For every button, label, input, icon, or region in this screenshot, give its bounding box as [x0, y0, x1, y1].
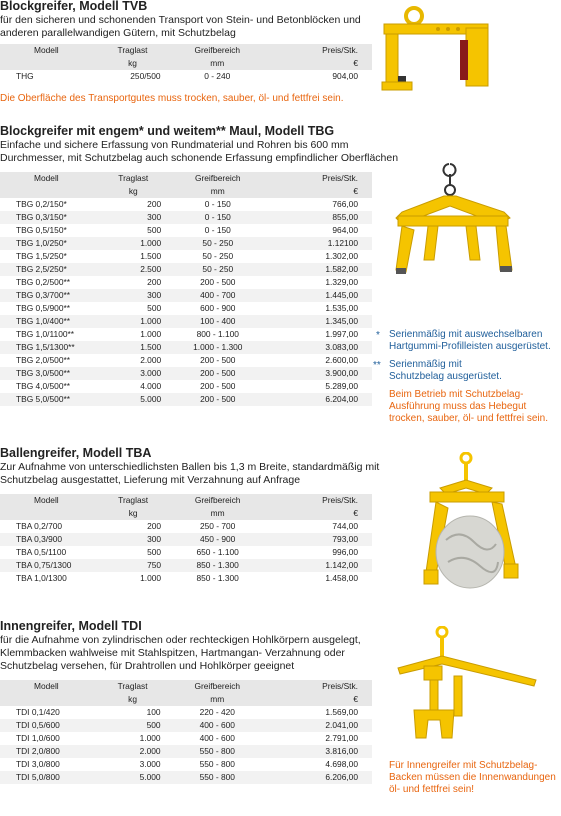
cell-model: THG — [16, 71, 34, 81]
cell-price: 2.041,00 — [270, 719, 372, 732]
cell-range: 550 - 800 — [165, 771, 270, 784]
cell-model: TBG 1,5/250* — [16, 251, 67, 261]
cell-load: 1.000 — [140, 329, 162, 339]
cell-model: TBG 3,0/500** — [0, 367, 105, 380]
tdi-note: Für Innengreifer mit Schutzbelag-Backen müssen die Innenwandungen öl- und fettfrei sein! — [389, 760, 556, 795]
cell-model: TBG 0,5/150* — [16, 225, 67, 235]
cell-model: TBG 1,5/1300** — [0, 341, 105, 354]
cell-price: 904,00 — [332, 71, 358, 81]
table-row — [0, 263, 372, 276]
cell-model: TBG 0,3/700** — [0, 289, 105, 302]
cell-price: 1.458,00 — [325, 573, 358, 583]
cell-range: 0 - 240 — [204, 71, 231, 81]
tdi-title: Innengreifer, Modell TDI — [0, 619, 142, 633]
col-header-price: Preis/Stk. — [270, 44, 372, 57]
cell-price: 5.289,00 — [325, 381, 358, 391]
col-header-range: Greifbereich — [165, 172, 270, 185]
table-row — [0, 211, 372, 224]
cell-range: 800 - 1.100 — [196, 329, 239, 339]
col-unit-load: kg — [105, 507, 165, 520]
cell-model: TBG 0,2/150* — [16, 199, 67, 209]
cell-model: TBA 1,0/1300 — [16, 573, 67, 583]
cell-range: 0 - 150 — [165, 211, 270, 224]
cell-price: 6.204,00 — [270, 393, 372, 406]
cell-model: TDI 2,0/800 — [0, 745, 105, 758]
cell-model: TBG 2,5/250* — [0, 263, 105, 276]
cell-load: 2.500 — [105, 263, 165, 276]
cell-range: 400 - 600 — [165, 719, 270, 732]
cell-price: 1.582,00 — [270, 263, 372, 276]
col-unit-load: kg — [105, 693, 165, 706]
col-header-load: Traglast — [105, 172, 165, 185]
cell-range: 220 - 420 — [199, 707, 235, 717]
cell-load: 200 — [147, 277, 162, 287]
cell-load: 1.000 — [139, 733, 161, 743]
cell-load: 1.500 — [105, 341, 165, 354]
cell-load: 4.000 — [140, 381, 162, 391]
col-header-price: Preis/Stk. — [270, 494, 372, 507]
cell-range: 600 - 900 — [200, 303, 236, 313]
col-unit-price: € — [270, 57, 372, 70]
tbg-table — [0, 172, 372, 406]
cell-model: TBG 0,2/500** — [16, 277, 71, 287]
cell-range: 200 - 500 — [165, 367, 270, 380]
col-unit-range: mm — [165, 185, 270, 198]
cell-price: 1.445,00 — [270, 289, 372, 302]
cell-load: 500 — [147, 303, 162, 313]
cell-load: 2.000 — [105, 745, 165, 758]
col-unit-range: mm — [165, 57, 270, 70]
tbg-note-1: Serienmäßig mit auswechselbaren Hartgummi-Profilleisten ausgerüstet. — [389, 329, 551, 352]
col-header-model: Modell — [0, 44, 105, 57]
cell-model: TBA 0,75/1300 — [0, 559, 105, 572]
cell-model: TBA 0,3/900 — [0, 533, 105, 546]
table-row — [0, 771, 372, 784]
cell-range: 0 - 150 — [204, 199, 231, 209]
cell-load: 750 — [105, 559, 165, 572]
tbg-note-2: Serienmäßig mit Schutzbelag ausgerüstet. — [389, 359, 502, 382]
col-unit-price: € — [270, 693, 372, 706]
tba-description: Zur Aufnahme von unterschiedlichsten Ballen bis 1,3 m Breite, standardmäßig mit Schutzbelag ausgestattet, Lieferung mit Verzahnung auf Anfrage — [0, 461, 380, 486]
table-row — [0, 745, 372, 758]
cell-price: 3.816,00 — [270, 745, 372, 758]
cell-model: TBG 2,0/500** — [16, 355, 71, 365]
tvb-table — [0, 44, 372, 83]
cell-range: 550 - 800 — [165, 745, 270, 758]
tdi-table — [0, 680, 372, 784]
table-row — [0, 70, 372, 83]
cell-price: 855,00 — [270, 211, 372, 224]
cell-price: 3.083,00 — [270, 341, 372, 354]
table-row — [0, 380, 372, 393]
table-row — [0, 341, 372, 354]
cell-model: TBG 1,0/400** — [0, 315, 105, 328]
cell-price: 4.698,00 — [325, 759, 358, 769]
tdi-description: für die Aufnahme von zylindrischen oder rechteckigen Hohlkörpern ausgelegt, Klemmbacken wahlweise mit Stahlspitzen, Hartmangan- Verzahnung oder Schutzbelag versehen, für Drahtrollen und Hohlkörper geeignet — [0, 634, 361, 672]
col-header-range: Greifbereich — [165, 44, 270, 57]
table-row — [0, 732, 372, 745]
cell-load: 300 — [105, 533, 165, 546]
col-header-model: Modell — [0, 680, 105, 693]
table-row — [0, 520, 372, 533]
tbg-title: Blockgreifer mit engem* und weitem** Maul, Modell TBG — [0, 124, 335, 138]
cell-range: 650 - 1.100 — [196, 547, 239, 557]
tvb-product-image — [378, 6, 498, 94]
tba-product-image — [420, 452, 530, 612]
table-row — [0, 250, 372, 263]
tba-title: Ballengreifer, Modell TBA — [0, 446, 152, 460]
cell-load: 1.500 — [140, 251, 162, 261]
cell-model: TDI 0,5/600 — [0, 719, 105, 732]
table-row — [0, 302, 372, 315]
col-unit-price: € — [270, 507, 372, 520]
cell-range: 400 - 700 — [165, 289, 270, 302]
tbg-note-2-mark: ** — [373, 360, 381, 371]
cell-model: TBG 1,0/1100** — [16, 329, 75, 339]
tbg-description: Einfache und sichere Erfassung von Rundmaterial und Rohren bis 600 mm Durchmesser, mit Schutzbelag auch schonende Erfassung empfindlicher Oberflächen — [0, 139, 399, 164]
cell-price: 6.206,00 — [270, 771, 372, 784]
cell-range: 550 - 800 — [199, 759, 235, 769]
table-row — [0, 237, 372, 250]
cell-load: 500 — [105, 719, 165, 732]
cell-range: 50 - 250 — [165, 263, 270, 276]
cell-load: 200 — [147, 199, 162, 209]
col-header-load: Traglast — [105, 44, 165, 57]
cell-model: TDI 5,0/800 — [0, 771, 105, 784]
tbg-product-image — [388, 160, 528, 278]
cell-load: 3.000 — [139, 759, 161, 769]
cell-price: 1.997,00 — [325, 329, 358, 339]
table-row — [0, 328, 372, 341]
cell-model: TDI 1,0/600 — [16, 733, 60, 743]
cell-model: TBG 1,0/250* — [0, 237, 105, 250]
cell-model: TBA 0,2/700 — [16, 521, 63, 531]
table-row — [0, 546, 372, 559]
col-header-load: Traglast — [105, 680, 165, 693]
cell-model: TBG 4,0/500** — [16, 381, 71, 391]
table-row — [0, 224, 372, 237]
cell-range: 50 - 250 — [165, 237, 270, 250]
col-unit-price: € — [270, 185, 372, 198]
table-row — [0, 315, 372, 328]
col-unit-load: kg — [105, 57, 165, 70]
cell-load: 300 — [105, 211, 165, 224]
cell-price: 744,00 — [332, 521, 358, 531]
cell-price: 1.329,00 — [325, 277, 358, 287]
cell-price: 766,00 — [332, 199, 358, 209]
table-row — [0, 706, 372, 719]
cell-range: 250 - 700 — [199, 521, 236, 531]
col-header-range: Greifbereich — [165, 494, 270, 507]
cell-price: 2.791,00 — [325, 733, 358, 743]
cell-range: 50 - 250 — [202, 251, 234, 261]
tbg-note-1-mark: * — [376, 330, 380, 341]
table-row — [0, 758, 372, 771]
cell-price: 1.12100 — [270, 237, 372, 250]
cell-price: 793,00 — [270, 533, 372, 546]
table-row — [0, 533, 372, 546]
cell-range: 200 - 500 — [200, 277, 236, 287]
tdi-product-image — [394, 626, 544, 746]
table-row — [0, 289, 372, 302]
cell-load: 250/500 — [130, 71, 161, 81]
tvb-note: Die Oberfläche des Transportgutes muss trocken, sauber, öl- und fettfrei sein. — [0, 93, 344, 104]
cell-model: TBG 0,5/900** — [16, 303, 71, 313]
cell-load: 2.000 — [140, 355, 162, 365]
cell-load: 1.000 — [105, 315, 165, 328]
cell-price: 3.900,00 — [270, 367, 372, 380]
col-header-model: Modell — [0, 172, 105, 185]
cell-load: 5.000 — [105, 771, 165, 784]
cell-price: 1.345,00 — [270, 315, 372, 328]
table-row — [0, 367, 372, 380]
table-row — [0, 559, 372, 572]
cell-price: 1.302,00 — [325, 251, 358, 261]
table-row — [0, 198, 372, 211]
cell-range: 400 - 600 — [199, 733, 235, 743]
cell-load: 500 — [147, 547, 162, 557]
tbg-note-3: Beim Betrieb mit Schutzbelag-Ausführung muss das Hebegut trocken, sauber, öl- und fettfrei sein. — [389, 389, 548, 424]
cell-range: 200 - 500 — [165, 393, 270, 406]
cell-load: 3.000 — [105, 367, 165, 380]
table-row — [0, 572, 372, 585]
cell-range: 450 - 900 — [165, 533, 270, 546]
cell-model: TDI 0,1/420 — [16, 707, 60, 717]
tba-table — [0, 494, 372, 585]
cell-price: 996,00 — [332, 547, 358, 557]
cell-range: 0 - 150 — [204, 225, 231, 235]
cell-range: 100 - 400 — [165, 315, 270, 328]
cell-price: 2.600,00 — [325, 355, 358, 365]
cell-range: 850 - 1.300 — [165, 559, 270, 572]
cell-range: 200 - 500 — [200, 381, 236, 391]
cell-load: 5.000 — [105, 393, 165, 406]
cell-price: 1.569,00 — [325, 707, 358, 717]
col-header-price: Preis/Stk. — [270, 680, 372, 693]
cell-price: 964,00 — [332, 225, 358, 235]
table-row — [0, 393, 372, 406]
cell-load: 200 — [147, 521, 162, 531]
cell-model: TBG 5,0/500** — [0, 393, 105, 406]
cell-price: 1.535,00 — [325, 303, 358, 313]
col-header-model: Modell — [0, 494, 105, 507]
col-unit-range: mm — [165, 693, 270, 706]
cell-load: 300 — [105, 289, 165, 302]
cell-range: 200 - 500 — [200, 355, 236, 365]
table-row — [0, 719, 372, 732]
cell-range: 850 - 1.300 — [196, 573, 239, 583]
cell-load: 500 — [147, 225, 162, 235]
col-header-price: Preis/Stk. — [270, 172, 372, 185]
cell-model: TDI 3,0/800 — [16, 759, 60, 769]
col-header-load: Traglast — [105, 494, 165, 507]
cell-model: TBA 0,5/1100 — [16, 547, 67, 557]
col-unit-range: mm — [165, 507, 270, 520]
cell-load: 100 — [146, 707, 161, 717]
col-unit-load: kg — [105, 185, 165, 198]
col-header-range: Greifbereich — [165, 680, 270, 693]
tvb-title: Blockgreifer, Modell TVB — [0, 0, 148, 13]
cell-load: 1.000 — [105, 237, 165, 250]
cell-price: 1.142,00 — [270, 559, 372, 572]
cell-range: 1.000 - 1.300 — [165, 341, 270, 354]
table-row — [0, 354, 372, 367]
table-row — [0, 276, 372, 289]
cell-model: TBG 0,3/150* — [0, 211, 105, 224]
tvb-description: für den sicheren und schonenden Transport von Stein- und Betonblöcken und anderen parallelwandigen Gütern, mit Schutzbelag — [0, 14, 361, 39]
cell-load: 1.000 — [140, 573, 162, 583]
